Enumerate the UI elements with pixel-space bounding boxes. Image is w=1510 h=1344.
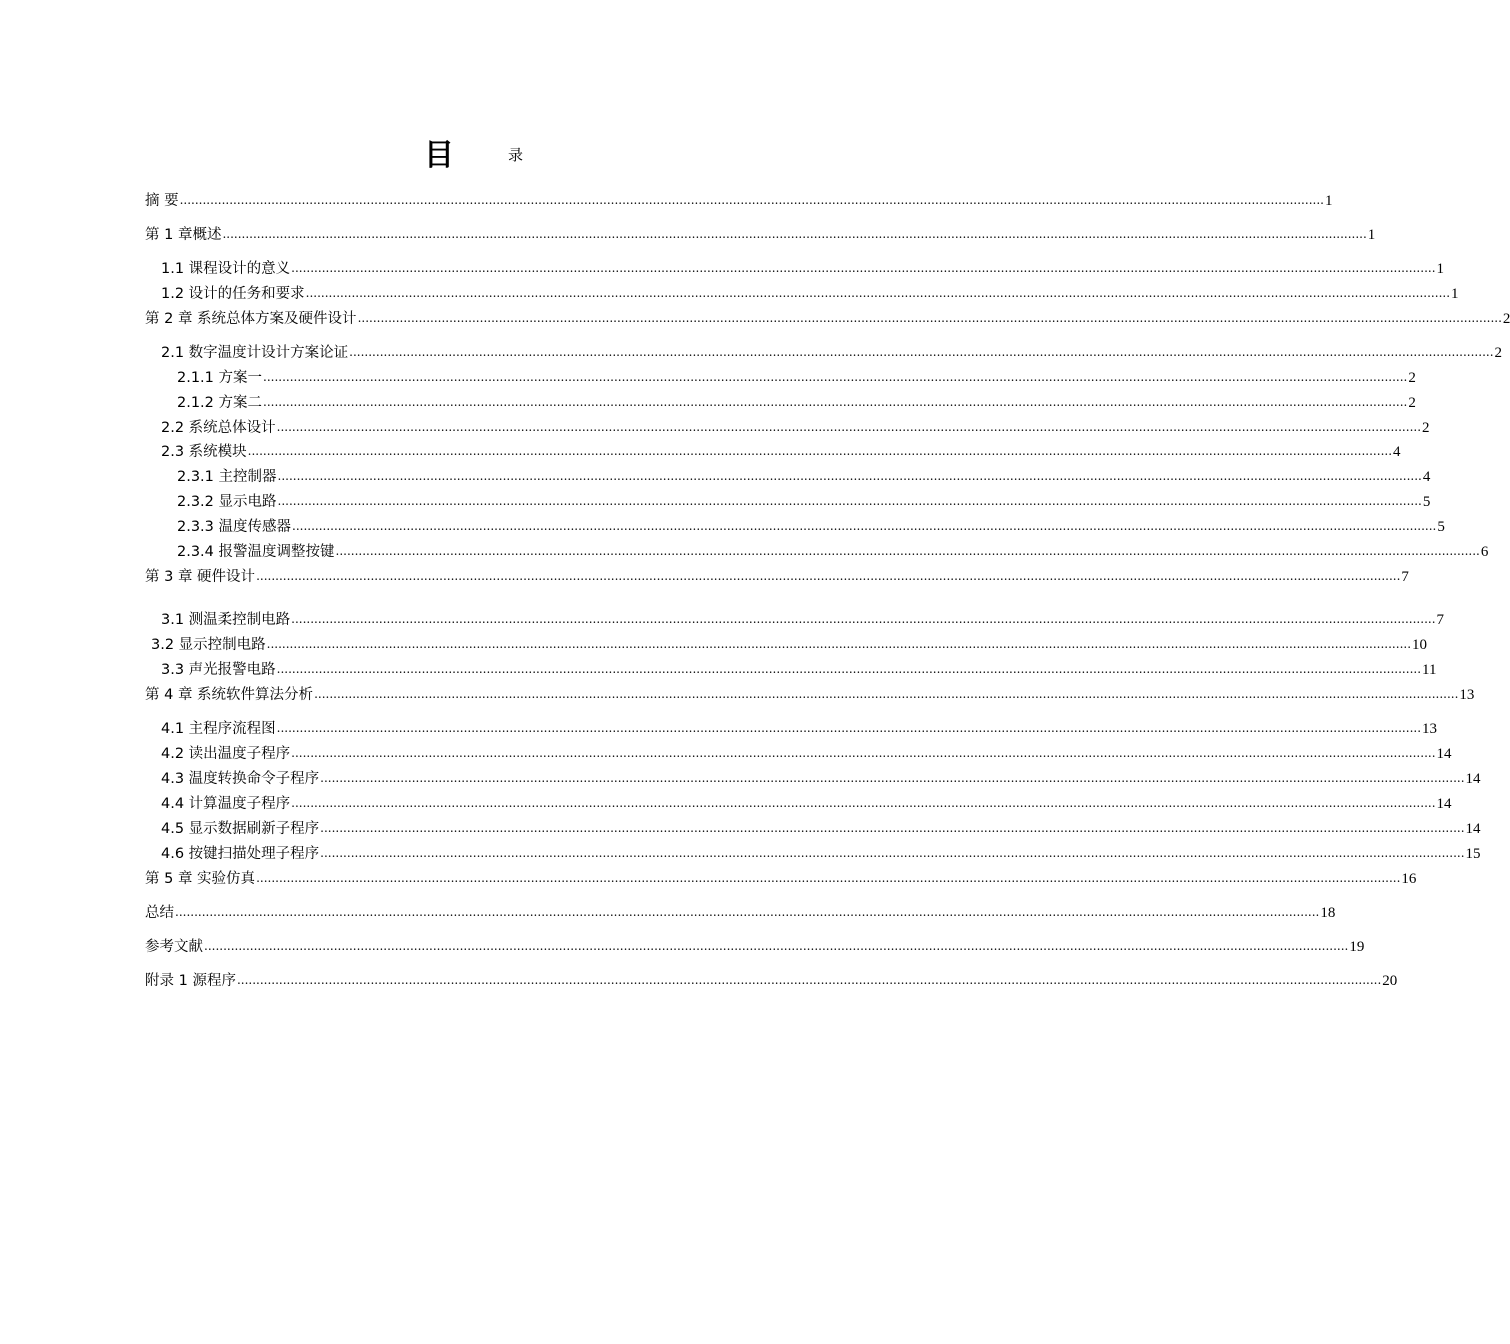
toc-entry-label: 2.1.1 方案一 [177,370,263,386]
toc-entry-label: 第 2 章 系统总体方案及硬件设计 [145,311,357,327]
toc-entry-label: 第 4 章 系统软件算法分析 [145,687,314,703]
toc-page-number: 16 [1401,871,1417,887]
toc-entry-label: 1.2 设计的任务和要求 [161,286,305,302]
dot-leader: ............................................................................................................................................................................................................................................................................................................ [320,771,1465,785]
toc-page-number: 2 [1422,420,1430,436]
toc-entry-1-2[interactable] [161,283,1459,305]
dot-leader: ............................................................................................................................................................................................................................................................................................................ [175,905,1320,919]
dot-leader: ............................................................................................................................................................................................................................................................................................................ [320,846,1465,860]
dot-leader: ............................................................................................................................................................................................................................................................................................................ [256,569,1401,583]
toc-entry-label: 4.5 显示数据刷新子程序 [161,821,320,837]
toc-page-number: 2 [1408,370,1416,386]
toc-page-number: 2 [1502,311,1510,327]
dot-leader: ............................................................................................................................................................................................................................................................................................................ [335,544,1480,558]
toc-entry-4-2[interactable] [161,743,1452,765]
toc-entry-label: 3.1 测温柔控制电路 [161,612,291,628]
toc-page-number: 18 [1320,905,1336,921]
dot-leader: ............................................................................................................................................................................................................................................................................................................ [179,193,1324,207]
toc-entry-label: 摘 要 [145,193,179,209]
toc-entry-summary[interactable] [145,902,1336,924]
dot-leader: ............................................................................................................................................................................................................................................................................................................ [277,494,1422,508]
toc-entry-4-6[interactable] [161,843,1481,865]
toc-entry-label: 2.3.3 温度传感器 [177,519,292,535]
dot-leader: ............................................................................................................................................................................................................................................................................................................ [276,721,1422,735]
dot-leader: ............................................................................................................................................................................................................................................................................................................ [291,746,1436,760]
toc-entry-label: 4.4 计算温度子程序 [161,796,291,812]
toc-page-number: 1 [1451,286,1459,302]
toc-page-number: 1 [1324,193,1333,209]
toc-page-number: 1 [1436,261,1445,277]
toc-page-number: 6 [1480,544,1489,560]
dot-leader: ............................................................................................................................................................................................................................................................................................................ [292,519,1437,533]
toc-entry-2-3[interactable] [161,441,1401,463]
toc-entry-label: 2.1.2 方案二 [177,395,263,411]
toc-page-number: 5 [1437,519,1445,535]
dot-leader: ............................................................................................................................................................................................................................................................................................................ [277,469,1422,483]
toc-entry-label: 1.1 课程设计的意义 [161,261,291,277]
toc-page-number: 1 [1367,227,1376,243]
toc-page-number: 4 [1422,469,1431,485]
toc-entry-label: 2.3.2 显示电路 [177,494,277,510]
dot-leader: ............................................................................................................................................................................................................................................................................................................ [266,637,1412,651]
toc-page-number: 20 [1382,973,1398,989]
toc-entry-2-3-3[interactable] [177,516,1445,538]
toc-page-number: 7 [1401,569,1409,585]
toc-entry-label: 参考文献 [145,939,203,955]
toc-entry-label: 第 1 章概述 [145,227,222,243]
dot-leader: ............................................................................................................................................................................................................................................................................................................ [349,345,1494,359]
toc-entry-chapter-2[interactable] [145,308,1510,330]
dot-leader: ............................................................................................................................................................................................................................................................................................................ [291,612,1436,626]
toc-entry-2-1[interactable] [161,342,1503,364]
toc-page-number: 14 [1465,771,1481,787]
toc-page-number: 7 [1436,612,1445,628]
toc-entry-label: 2.3.1 主控制器 [177,469,277,485]
dot-leader: ............................................................................................................................................................................................................................................................................................................ [357,311,1502,325]
toc-entry-2-1-2[interactable] [177,392,1416,414]
toc-entry-label: 2.3 系统模块 [161,444,247,460]
toc-entry-3-3[interactable] [161,659,1437,681]
dot-leader: ............................................................................................................................................................................................................................................................................................................ [314,687,1459,701]
toc-page-number: 14 [1436,746,1452,762]
toc-entry-references[interactable] [145,936,1365,958]
dot-leader: ............................................................................................................................................................................................................................................................................................................ [263,395,1408,409]
toc-title-sub: 录 [508,146,524,164]
toc-entry-chapter-4[interactable] [145,684,1475,706]
toc-entry-chapter-1[interactable] [145,224,1376,246]
toc-page-number: 5 [1422,494,1431,510]
toc-entry-label: 2.1 数字温度计设计方案论证 [161,345,349,361]
dot-leader: ............................................................................................................................................................................................................................................................................................................ [204,939,1349,953]
toc-page-number: 11 [1422,662,1437,678]
toc-entry-2-2[interactable] [161,417,1430,439]
toc-entry-2-3-1[interactable] [177,466,1431,488]
toc-entry-label: 4.6 按键扫描处理子程序 [161,846,320,862]
dot-leader: ............................................................................................................................................................................................................................................................................................................ [222,227,1367,241]
dot-leader: ............................................................................................................................................................................................................................................................................................................ [236,973,1382,987]
toc-title-main: 目 [424,138,454,173]
toc-entry-label: 4.3 温度转换命令子程序 [161,771,320,787]
toc-entry-4-3[interactable] [161,768,1481,790]
toc-page-number: 19 [1349,939,1365,955]
dot-leader: ............................................................................................................................................................................................................................................................................................................ [276,662,1422,676]
toc-entry-2-3-2[interactable] [177,491,1431,513]
toc-entry-chapter-5[interactable] [145,868,1417,890]
dot-leader: ............................................................................................................................................................................................................................................................................................................ [291,261,1436,275]
toc-entry-label: 3.3 声光报警电路 [161,662,276,678]
toc-entry-4-4[interactable] [161,793,1452,815]
toc-entry-2-1-1[interactable] [177,367,1416,389]
toc-title [0,128,950,172]
toc-page-number: 10 [1412,637,1428,653]
dot-leader: ............................................................................................................................................................................................................................................................................................................ [247,444,1393,458]
toc-page-number: 13 [1459,687,1475,703]
toc-page-number: 14 [1465,821,1481,837]
toc-page-number: 15 [1465,846,1481,862]
toc-entry-label: 3.2 显示控制电路 [151,637,266,653]
toc-entry-label: 4.2 读出温度子程序 [161,746,291,762]
dot-leader: ............................................................................................................................................................................................................................................................................................................ [305,286,1451,300]
toc-entry-2-3-4[interactable] [177,541,1489,563]
toc-entry-appendix-1[interactable] [145,970,1398,992]
toc-page-number: 13 [1422,721,1438,737]
toc-entry-4-5[interactable] [161,818,1481,840]
toc-entry-chapter-3[interactable] [145,566,1409,588]
dot-leader: ............................................................................................................................................................................................................................................................................................................ [291,796,1436,810]
dot-leader: ............................................................................................................................................................................................................................................................................................................ [256,871,1401,885]
toc-entry-3-1[interactable] [161,609,1445,631]
toc-entry-label: 第 5 章 实验仿真 [145,871,256,887]
toc-entry-label: 2.2 系统总体设计 [161,420,276,436]
toc-entry-label: 第 3 章 硬件设计 [145,569,256,585]
toc-entry-3-2[interactable] [151,634,1428,656]
dot-leader: ............................................................................................................................................................................................................................................................................................................ [320,821,1465,835]
toc-entry-1-1[interactable] [161,258,1445,280]
toc-entry-label: 2.3.4 报警温度调整按键 [177,544,335,560]
toc-entry-4-1[interactable] [161,718,1438,740]
toc-page-number: 4 [1393,444,1401,460]
toc-page-number: 2 [1494,345,1503,361]
dot-leader: ............................................................................................................................................................................................................................................................................................................ [276,420,1422,434]
toc-entry-abstract[interactable] [145,190,1333,212]
dot-leader: ............................................................................................................................................................................................................................................................................................................ [263,370,1408,384]
toc-entry-label: 4.1 主程序流程图 [161,721,276,737]
toc-page-number: 14 [1436,796,1452,812]
toc-entry-label: 附录 1 源程序 [145,973,236,989]
toc-entry-label: 总结 [145,905,174,921]
toc-page-number: 2 [1408,395,1416,411]
